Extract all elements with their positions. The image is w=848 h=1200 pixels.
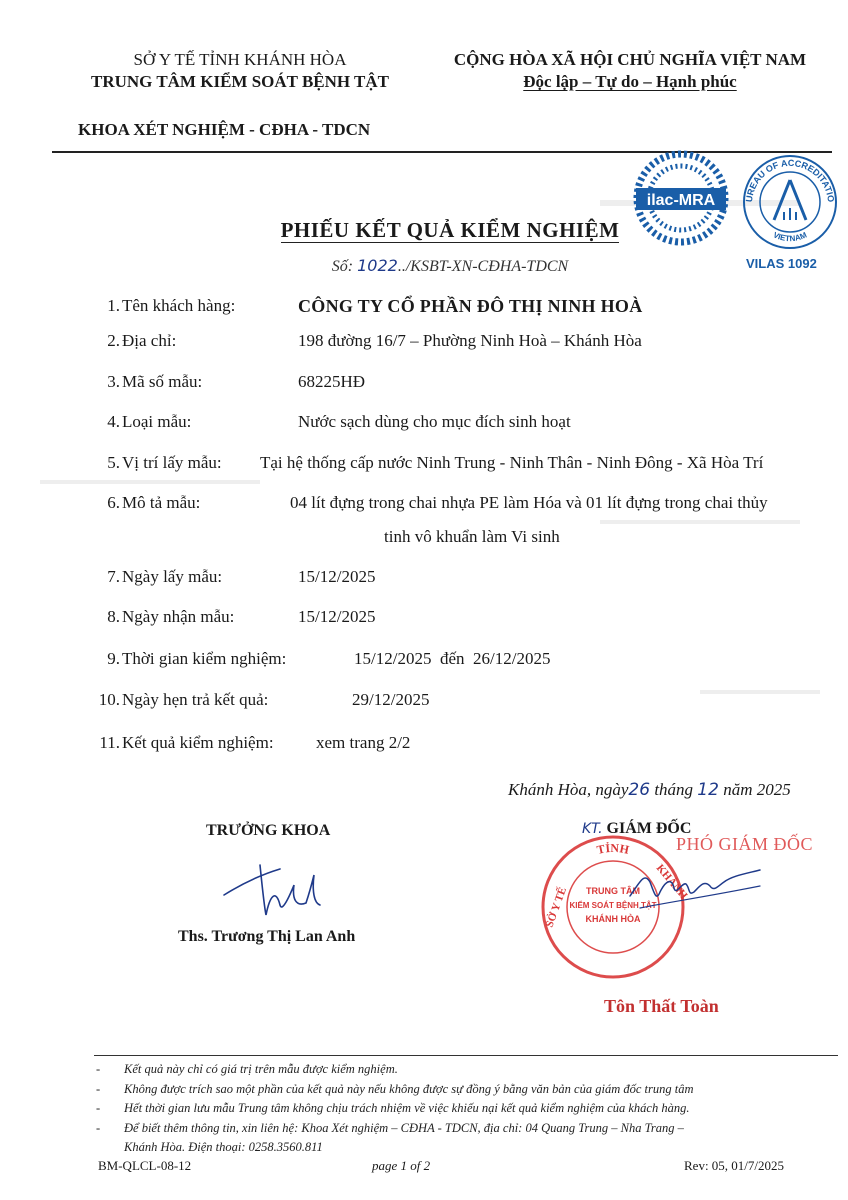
field-number: 7. bbox=[107, 567, 120, 586]
sample-type-value: Nước sạch dùng cho mục đích sinh hoạt bbox=[298, 412, 571, 431]
field-label: Thời gian kiểm nghiệm: bbox=[122, 649, 287, 668]
customer-name: CÔNG TY CỔ PHẦN ĐÔ THỊ NINH HOÀ bbox=[298, 296, 643, 316]
motto: Độc lập – Tự do – Hạnh phúc bbox=[523, 72, 737, 91]
boa-ring-text: UREAU OF ACCREDITATIO bbox=[743, 157, 837, 203]
field-number: 10. bbox=[98, 690, 120, 709]
director-name: Tôn Thất Toàn bbox=[604, 996, 719, 1016]
document-number-suffix: ../KSBT-XN-CĐHA-TDCN bbox=[397, 258, 569, 275]
year-text: năm 2025 bbox=[723, 780, 791, 799]
stamp-ring-top: TỈNH bbox=[595, 840, 631, 857]
director-title-text: GIÁM ĐỐC bbox=[606, 820, 692, 837]
field-label: Loại mẫu: bbox=[122, 412, 192, 431]
boa-accreditation-logo bbox=[740, 150, 840, 259]
day-handwritten: 26 bbox=[628, 780, 651, 800]
boa-country-text: VIETNAM bbox=[771, 230, 809, 244]
testing-period-value: 15/12/2025 đến 26/12/2025 bbox=[354, 649, 551, 668]
stamp-line-3: KHÁNH HÒA bbox=[585, 914, 641, 924]
field-number: 3. bbox=[107, 372, 120, 391]
document-title-text: PHIẾU KẾT QUẢ KIỂM NGHIỆM bbox=[280, 218, 620, 242]
stamp-line-2: KIỂM SOÁT BỆNH TẬT bbox=[569, 901, 657, 910]
stamp-line-1: TRUNG TÂM bbox=[586, 886, 640, 896]
field-label: Ngày lấy mẫu: bbox=[122, 567, 223, 586]
month-handwritten: 12 bbox=[697, 780, 719, 800]
field-label: Vị trí lấy mẫu: bbox=[122, 453, 222, 472]
head-of-department-name: Ths. Trương Thị Lan Anh bbox=[178, 928, 356, 945]
month-word: tháng bbox=[654, 780, 694, 799]
header-left bbox=[40, 50, 440, 92]
field-number: 5. bbox=[107, 453, 120, 472]
deputy-director-title: PHÓ GIÁM ĐỐC bbox=[676, 834, 814, 854]
head-of-department-signature bbox=[220, 855, 330, 930]
director-signature bbox=[620, 852, 770, 927]
footnote-item: - Hết thời gian lưu mẫu Trung tâm không chịu trách nhiệm về việc khiếu nại kết quả kiểm nghiệm của khách hàng. bbox=[94, 1099, 814, 1119]
field-label: Mô tả mẫu: bbox=[122, 493, 201, 512]
field-number: 11. bbox=[99, 733, 120, 752]
description-value: 04 lít đựng trong chai nhựa PE làm Hóa và 01 lít đựng trong chai thủy bbox=[290, 493, 768, 512]
director-kt-prefix: KT. bbox=[582, 821, 603, 837]
faculty-name: KHOA XÉT NGHIỆM - CĐHA - TDCN bbox=[78, 120, 371, 139]
sample-code-value: 68225HĐ bbox=[298, 372, 366, 391]
svg-text:BUREAU OF ACCREDITATION bbox=[740, 150, 836, 203]
field-number: 8. bbox=[107, 607, 120, 626]
field-label: Ngày nhận mẫu: bbox=[122, 607, 235, 626]
footnotes bbox=[94, 1060, 814, 1158]
footnote-item: - Để biết thêm thông tin, xin liên hệ: Khoa Xét nghiệm – CĐHA - TDCN, địa chỉ: 04 Quang Trung – Nha Trang – bbox=[94, 1119, 814, 1139]
header-right bbox=[440, 50, 820, 92]
place-date-prefix: Khánh Hòa, ngày bbox=[508, 780, 629, 799]
received-date-value: 15/12/2025 bbox=[298, 607, 376, 626]
location-value: Tại hệ thống cấp nước Ninh Trung - Ninh Thân - Ninh Đông - Xã Hòa Trí bbox=[260, 453, 764, 472]
center-name: TRUNG TÂM KIỂM SOÁT BỆNH TẬT bbox=[90, 72, 390, 91]
field-label: Địa chỉ: bbox=[122, 331, 177, 350]
document-title bbox=[230, 218, 670, 243]
document-number-prefix: Số: bbox=[331, 258, 354, 275]
field-number: 2. bbox=[107, 331, 120, 350]
department-line: SỞ Y TẾ TỈNH KHÁNH HÒA bbox=[133, 50, 347, 69]
ilac-text: ilac-MRA bbox=[646, 192, 716, 209]
form-code: BM-QLCL-08-12 bbox=[98, 1158, 192, 1173]
footnote-item: - Không được trích sao một phần của kết quả này nếu không được sự đồng ý bằng văn bản của giám đốc trung tâm bbox=[94, 1080, 814, 1100]
footnote-item: - Kết quả này chỉ có giá trị trên mẫu được kiểm nghiệm. bbox=[94, 1060, 814, 1080]
document-number bbox=[230, 256, 670, 276]
field-number: 9. bbox=[107, 649, 120, 668]
place-date bbox=[508, 780, 791, 800]
footer-divider bbox=[94, 1055, 838, 1056]
document-number-handwritten: 1022 bbox=[357, 256, 398, 275]
return-date-value: 29/12/2025 bbox=[352, 690, 430, 709]
field-label: Kết quả kiểm nghiệm: bbox=[122, 733, 274, 752]
head-of-department-title: TRƯỞNG KHOA bbox=[206, 822, 331, 839]
sampling-date-value: 15/12/2025 bbox=[298, 567, 376, 586]
field-label: Tên khách hàng: bbox=[122, 296, 236, 315]
vilas-label: VILAS 1092 bbox=[746, 256, 817, 271]
page-number: page 1 of 2 bbox=[372, 1158, 431, 1173]
stamp-ring-left: SỞ Y TẾ bbox=[543, 885, 570, 930]
stamp-ring-right: KHÁNH bbox=[653, 862, 688, 902]
result-value: xem trang 2/2 bbox=[316, 733, 411, 752]
country-name: CỘNG HÒA XÃ HỘI CHỦ NGHĨA VIỆT NAM bbox=[453, 50, 807, 69]
footnote-continuation: Khánh Hòa. Điện thoại: 0258.3560.811 bbox=[124, 1140, 323, 1154]
field-label: Mã số mẫu: bbox=[122, 372, 203, 391]
field-number: 1. bbox=[107, 296, 120, 315]
address-value: 198 đường 16/7 – Phường Ninh Hoà – Khánh Hòa bbox=[298, 331, 642, 350]
field-label: Ngày hẹn trả kết quả: bbox=[122, 690, 269, 709]
field-number: 6. bbox=[107, 493, 120, 512]
revision-info: Rev: 05, 01/7/2025 bbox=[684, 1158, 785, 1173]
field-number: 4. bbox=[107, 412, 120, 431]
description-value-line2: tinh vô khuẩn làm Vi sinh bbox=[384, 527, 560, 546]
